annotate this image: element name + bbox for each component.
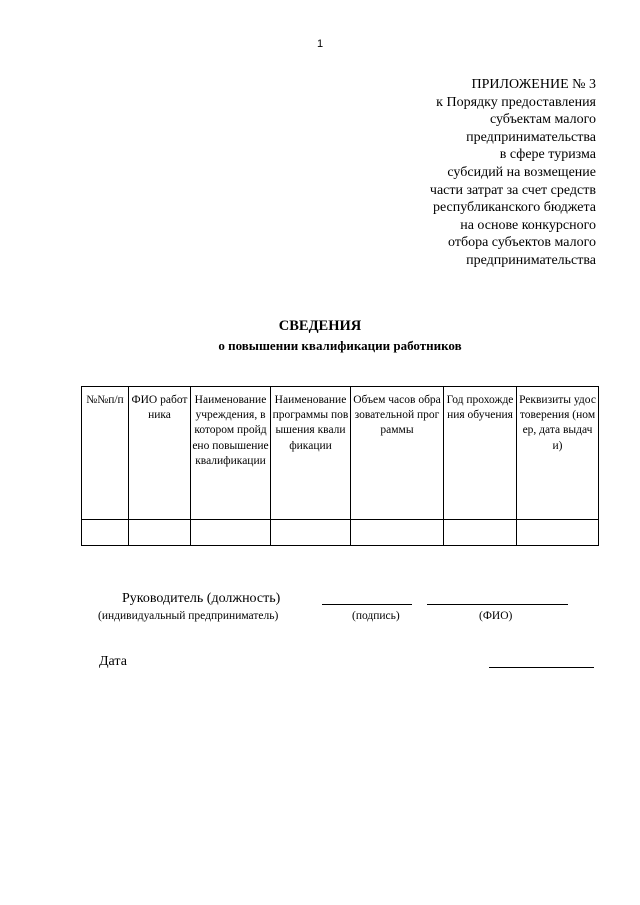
date-line[interactable] <box>489 667 594 668</box>
appendix-line: части затрат за счет средств <box>429 182 596 198</box>
document-subtitle: о повышении квалификации работников <box>218 338 462 353</box>
signature-line[interactable] <box>322 604 412 605</box>
appendix-line: субсидий на возмещение <box>447 164 596 180</box>
document-title: СВЕДЕНИЯ <box>278 318 362 334</box>
appendix-line: предпринимательства <box>466 252 596 268</box>
appendix-line: в сфере туризма <box>499 147 596 163</box>
column-header-year: Год прохождения обучения <box>444 387 517 520</box>
qualification-table <box>81 386 599 546</box>
appendix-line: к Порядку предоставления <box>436 94 596 110</box>
table-cell[interactable] <box>82 520 129 546</box>
appendix-block <box>336 76 596 270</box>
table-cell[interactable] <box>517 520 599 546</box>
signature-block <box>0 591 640 631</box>
page-number: 1 <box>316 38 324 50</box>
table-header-row <box>82 387 599 520</box>
column-header-hours: Объем часов образовательной программы <box>351 387 444 520</box>
column-header-program: Наименование программы повышения квалификации <box>271 387 351 520</box>
fio-caption: (ФИО) <box>479 610 513 622</box>
manager-position-label: Руководитель (должность) <box>122 591 281 606</box>
column-header-institution: Наименование учреждения, в котором пройдено повышение квалификации <box>191 387 271 520</box>
table-cell[interactable] <box>191 520 271 546</box>
date-label: Дата <box>99 654 127 669</box>
table-cell[interactable] <box>129 520 191 546</box>
appendix-line: предпринимательства <box>466 129 596 145</box>
fio-line[interactable] <box>427 604 568 605</box>
entrepreneur-label: (индивидуальный предприниматель) <box>98 610 279 622</box>
appendix-line: субъектам малого <box>489 112 596 128</box>
table-cell[interactable] <box>271 520 351 546</box>
appendix-line: на основе конкурсного <box>460 217 596 233</box>
table-cell[interactable] <box>351 520 444 546</box>
column-header-fio: ФИО работника <box>129 387 191 520</box>
column-header-certificate: Реквизиты удостоверения (номер, дата выдачи) <box>517 387 599 520</box>
appendix-line: ПРИЛОЖЕНИЕ № 3 <box>471 77 596 92</box>
column-header-number: №№п/п <box>82 387 129 520</box>
appendix-line: республиканского бюджета <box>432 200 596 216</box>
signature-caption: (подпись) <box>352 610 400 622</box>
appendix-line: отбора субъектов малого <box>448 235 596 251</box>
table-cell[interactable] <box>444 520 517 546</box>
table-row <box>82 520 599 546</box>
